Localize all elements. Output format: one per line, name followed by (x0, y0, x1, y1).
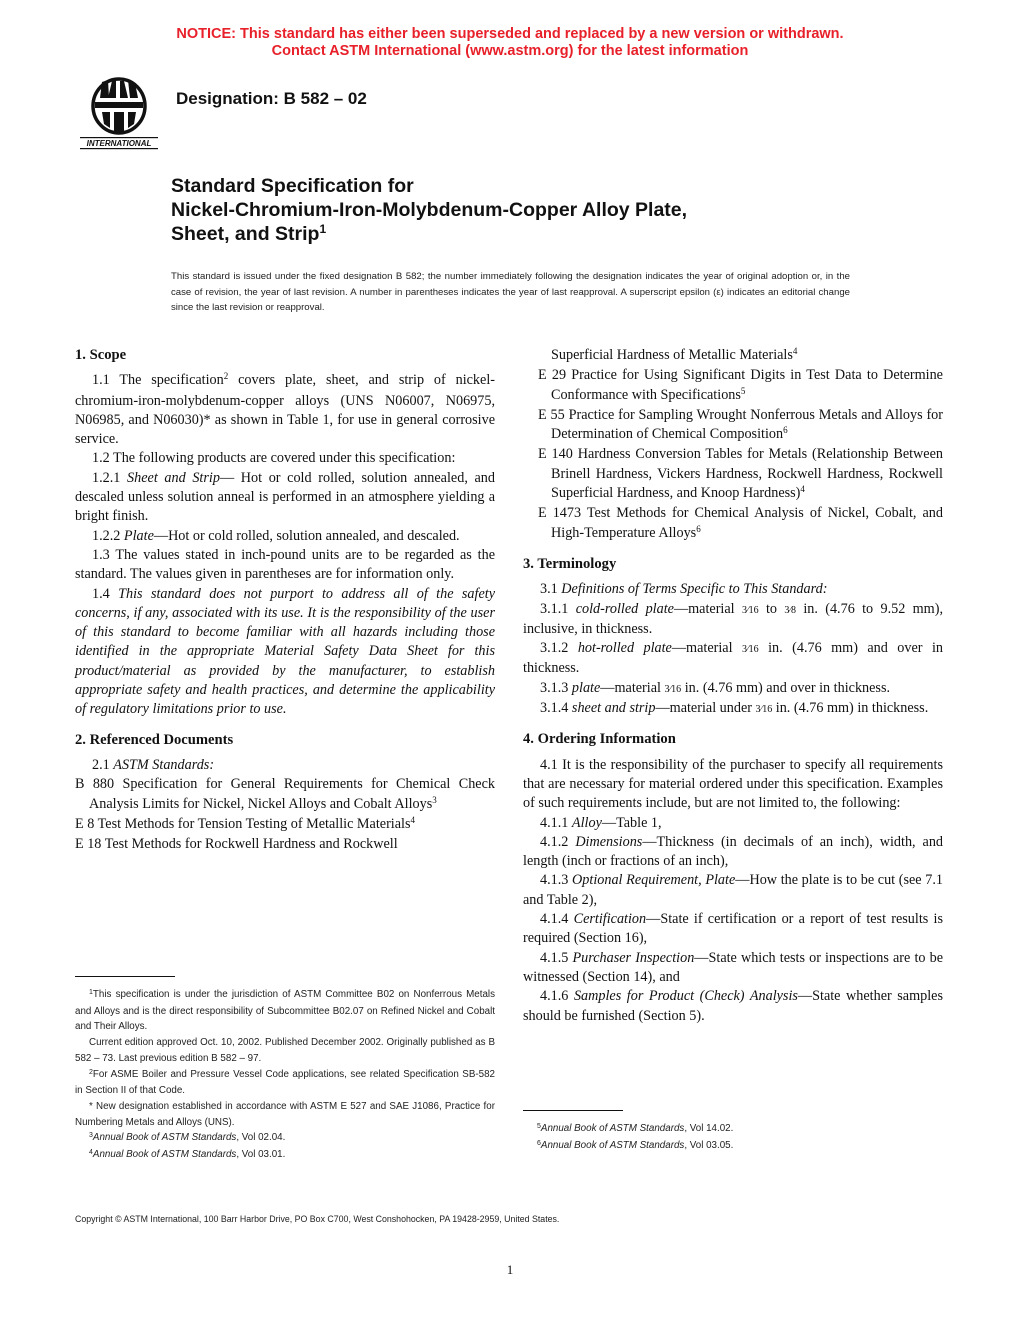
section-heading-scope: 1. Scope (75, 347, 127, 363)
footnote: $^2$For ASME Boiler and Pressure Vessel Code applications, see related Specification SB-582 in Section II of that Code. (75, 1068, 495, 1097)
copyright-line: Copyright © ASTM International, 100 Barr Harbor Drive, PO Box C700, West Conshohocken, PA 19428-2959, United States. (75, 1214, 560, 1224)
document-title (171, 174, 871, 248)
paragraph-1-2-1: 1.2.1 Sheet and Strip— Hot or cold rolled, solution annealed, and descaled unless solution anneal is performed in an atmosphere yielding a bright finish. (75, 469, 495, 525)
paragraph-4-1-6: 4.1.6 Samples for Product (Check) Analysis—State whether samples should be furnished (Section 5). (523, 988, 943, 1024)
footnote-divider-right (523, 1110, 623, 1111)
paragraph-3-1: 3.1 Definitions of Terms Specific to This Standard: (540, 581, 828, 598)
reference-item: E 55 Practice for Sampling Wrought Nonferrous Metals and Alloys for Determination of Chemical Composition$^6$ (538, 406, 943, 443)
title-line-3: Sheet, and Strip$^1$ (171, 222, 327, 245)
footnotes-right (523, 1121, 943, 1154)
footnote: $^5$Annual Book of ASTM Standards, Vol 14.02. (537, 1123, 734, 1134)
title-footnote-mark: 1 (319, 222, 327, 236)
reference-item: B 880 Specification for General Requirements for Chemical Check Analysis Limits for Nickel, Nickel Alloys and Cobalt Alloys$^3$ (75, 776, 495, 812)
footnote: $^6$Annual Book of ASTM Standards, Vol 03.05. (537, 1139, 734, 1151)
footnote-divider-left (75, 976, 175, 977)
paragraph-4-1-2: 4.1.2 Dimensions—Thickness (in decimals of an inch), width, and length (inch or fractions of an inch), (523, 833, 944, 870)
paragraph-1-2: 1.2 The following products are covered under this specification: (92, 450, 456, 467)
paragraph-1-1: 1.1 The specification$^2$ covers plate, sheet, and strip of nickel-chromium-iron-molybdenum-copper alloys (UNS N06007, N06975, N06985, and N06030)* as shown in Table 1, for use in general corrosive service. (75, 371, 495, 448)
paragraph-1-3: 1.3 The values stated in inch-pound units are to be regarded as the standard. The values given in parentheses are for information only. (75, 546, 495, 583)
paragraph-1-4: 1.4 This standard does not purport to address all of the safety concerns, if any, associated with its use. It is the responsibility of the user of this standard to become familiar with all hazards including those identified in the appropriate Material Safety Data Sheet for this product/material as provided by the manufacturer, to establish appropriate safety and health practices, and determine the applicability of regulatory limitations prior to use. (75, 585, 495, 718)
title-line-2: Nickel-Chromium-Iron-Molybdenum-Copper Alloy Plate, (171, 199, 688, 221)
paragraph-3-1-1: 3.1.1 cold-rolled plate—material 3⁄16 to 3⁄8 in. (4.76 to 9.52 mm), inclusive, in thickness. (523, 600, 943, 637)
paragraph-4-1: 4.1 It is the responsibility of the purchaser to specify all requirements that are necessary for material ordered under this specification. Examples of such requirements include, but are not limited to, the following: (523, 756, 943, 812)
paragraph-4-1-5: 4.1.5 Purchaser Inspection—State which tests or inspections are to be witnessed (Section 14), and (523, 949, 943, 985)
reference-item: E 18 Test Methods for Rockwell Hardness and Rockwell (75, 836, 398, 853)
astm-international-logo-icon (78, 76, 160, 150)
paragraph-4-1-3: 4.1.3 Optional Requirement, Plate—How the plate is to be cut (see 7.1 and Table 2), (523, 872, 943, 908)
paragraph-3-1-3: 3.1.3 plate—material 3⁄16 in. (4.76 mm) and over in thickness. (540, 679, 891, 696)
section-heading-ordering-information: 4. Ordering Information (523, 731, 676, 748)
page-number: 1 (506, 1262, 514, 1277)
superseded-notice (0, 26, 1020, 60)
footnote: Current edition approved Oct. 10, 2002. Published December 2002. Originally published as B 582 – 73. Last previous edition B 582 – 97. (75, 1037, 495, 1064)
footnote: $^3$Annual Book of ASTM Standards, Vol 02.04. (89, 1132, 286, 1144)
notice-line-2: Contact ASTM International (www.astm.org) for the latest information (271, 43, 749, 59)
logo-text: INTERNATIONAL (86, 139, 152, 148)
footnote: $^4$Annual Book of ASTM Standards, Vol 03.01. (89, 1149, 286, 1161)
right-column (523, 346, 943, 1026)
paragraph-2-1: 2.1 ASTM Standards: (92, 756, 215, 773)
reference-item-continued: Superficial Hardness of Metallic Materials$^4$ (551, 346, 798, 363)
issuance-note: This standard is issued under the fixed designation B 582; the number immediately following the designation indicates the year of original adoption or, in the case of revision, the year of last revision. A number in parentheses indicates the year of last reapproval. A superscript epsilon (ε) indicates an editorial change since the last revision or reapproval. (171, 271, 850, 313)
reference-item: E 29 Practice for Using Significant Digits in Test Data to Determine Conformance with Specifications$^5$ (538, 367, 943, 403)
reference-item: E 1473 Test Methods for Chemical Analysis of Nickel, Cobalt, and High-Temperature Alloys$^6$ (538, 505, 943, 541)
reference-item: E 8 Test Methods for Tension Testing of Metallic Materials$^4$ (75, 814, 415, 832)
paragraph-3-1-2: 3.1.2 hot-rolled plate—material 3⁄16 in. (4.76 mm) and over in thickness. (523, 640, 943, 677)
designation: Designation: B 582 – 02 (176, 89, 367, 108)
section-heading-terminology: 3. Terminology (523, 555, 617, 572)
footnote: $^1$This specification is under the jurisdiction of ASTM Committee B02 on Nonferrous Metals and Alloys and is the direct responsibility of Subcommittee B02.07 on Refined Nickel and Cobalt and Their Alloys. (75, 989, 495, 1033)
reference-item: E 140 Hardness Conversion Tables for Metals (Relationship Between Brinell Hardness, Vickers Hardness, Rockwell Hardness, Rockwell Superficial Hardness, and Knoop Hardness)$^4$ (538, 446, 943, 502)
left-column (75, 346, 495, 854)
title-line-1: Standard Specification for (171, 175, 414, 197)
section-heading-referenced-documents: 2. Referenced Documents (75, 731, 234, 748)
footnotes-left (75, 987, 495, 1164)
paragraph-4-1-1: 4.1.1 Alloy—Table 1, (540, 814, 662, 831)
paragraph-4-1-4: 4.1.4 Certification—State if certification or a report of test results is required (Section 16), (523, 911, 943, 947)
notice-line-1: NOTICE: This standard has either been superseded and replaced by a new version or withdrawn. (176, 26, 844, 42)
paragraph-3-1-4: 3.1.4 sheet and strip—material under 3⁄16 in. (4.76 mm) in thickness. (540, 700, 929, 717)
footnote: * New designation established in accordance with ASTM E 527 and SAE J1086, Practice for Numbering Metals and Alloys (UNS). (75, 1100, 495, 1128)
paragraph-1-2-2: 1.2.2 Plate—Hot or cold rolled, solution annealed, and descaled. (92, 527, 460, 544)
